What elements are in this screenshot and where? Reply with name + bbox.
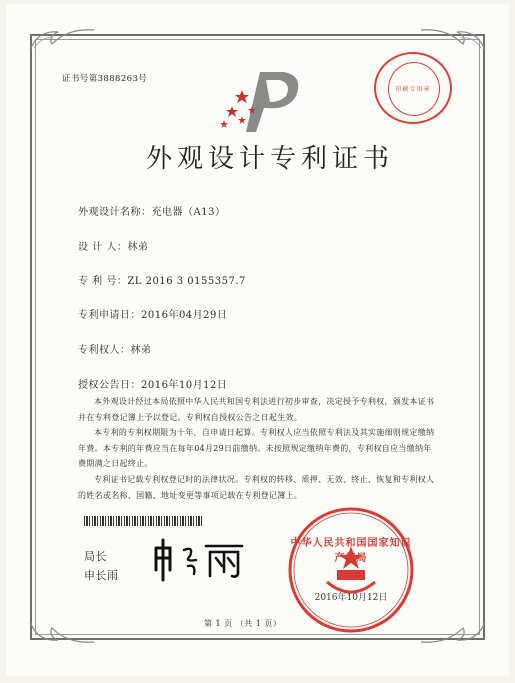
official-seal-text: 中华人民共和国国家知识产权局 <box>290 538 412 564</box>
director-name: 申长雨 <box>84 569 119 582</box>
paragraph-status: 专利证书记载专利权登记时的法律状况。专利权的转移、质押、无效、终止、恢复和专利权人的姓名或名称、国籍、地址变更等事项记载在专利登记簿上。 <box>78 475 435 500</box>
paragraph-term: 本专利的专利权期限为十年，自申请日起算。专利权人应当依照专利法及其实施细则规定缴纳年费。本专利的年费应当在每年04月29日前缴纳。未按照规定缴纳年费的，专利权自应当缴纳年费期满之日起终止。 <box>78 428 435 468</box>
director-signature <box>150 536 250 582</box>
design-name: 外观设计名称：充电器（A13） <box>78 207 226 218</box>
certificate-number: 证书号第3888263号 <box>62 74 148 84</box>
printing-seal-text: 印刷专用章 <box>395 86 431 93</box>
director-title: 局长 <box>84 550 107 563</box>
official-seal-ring <box>287 506 415 634</box>
paragraph-grant: 本外观设计经过本局依照中华人民共和国专利法进行初步审查，决定授予专利权，颁发本证书并在专利登记簿上予以登记。专利权自授权公告之日起生效。 <box>78 397 435 422</box>
certificate-title: 外观设计专利证书 <box>146 144 395 174</box>
corner-ornament-bottom-left <box>28 620 98 646</box>
barcode <box>84 516 202 526</box>
page-footer: 第 1 页 （共 1 页） <box>204 619 282 628</box>
patentee: 专利权人：林弟 <box>78 345 152 356</box>
cnipa-logo <box>212 66 312 138</box>
corner-ornament-bottom-right <box>417 620 487 646</box>
corner-ornament-top-right <box>417 26 487 52</box>
designer: 设 计 人：林弟 <box>78 242 149 253</box>
official-seal <box>287 506 415 634</box>
seal-date: 2016年10月12日 <box>314 593 388 603</box>
corner-ornament-top-left <box>28 26 98 52</box>
patent-number: 专 利 号：ZL 2016 3 0155357.7 <box>78 276 246 287</box>
filing-date: 专利申请日：2016年04月29日 <box>78 310 228 321</box>
announcement-date: 授权公告日：2016年10月12日 <box>78 380 228 391</box>
printing-seal <box>374 52 452 124</box>
